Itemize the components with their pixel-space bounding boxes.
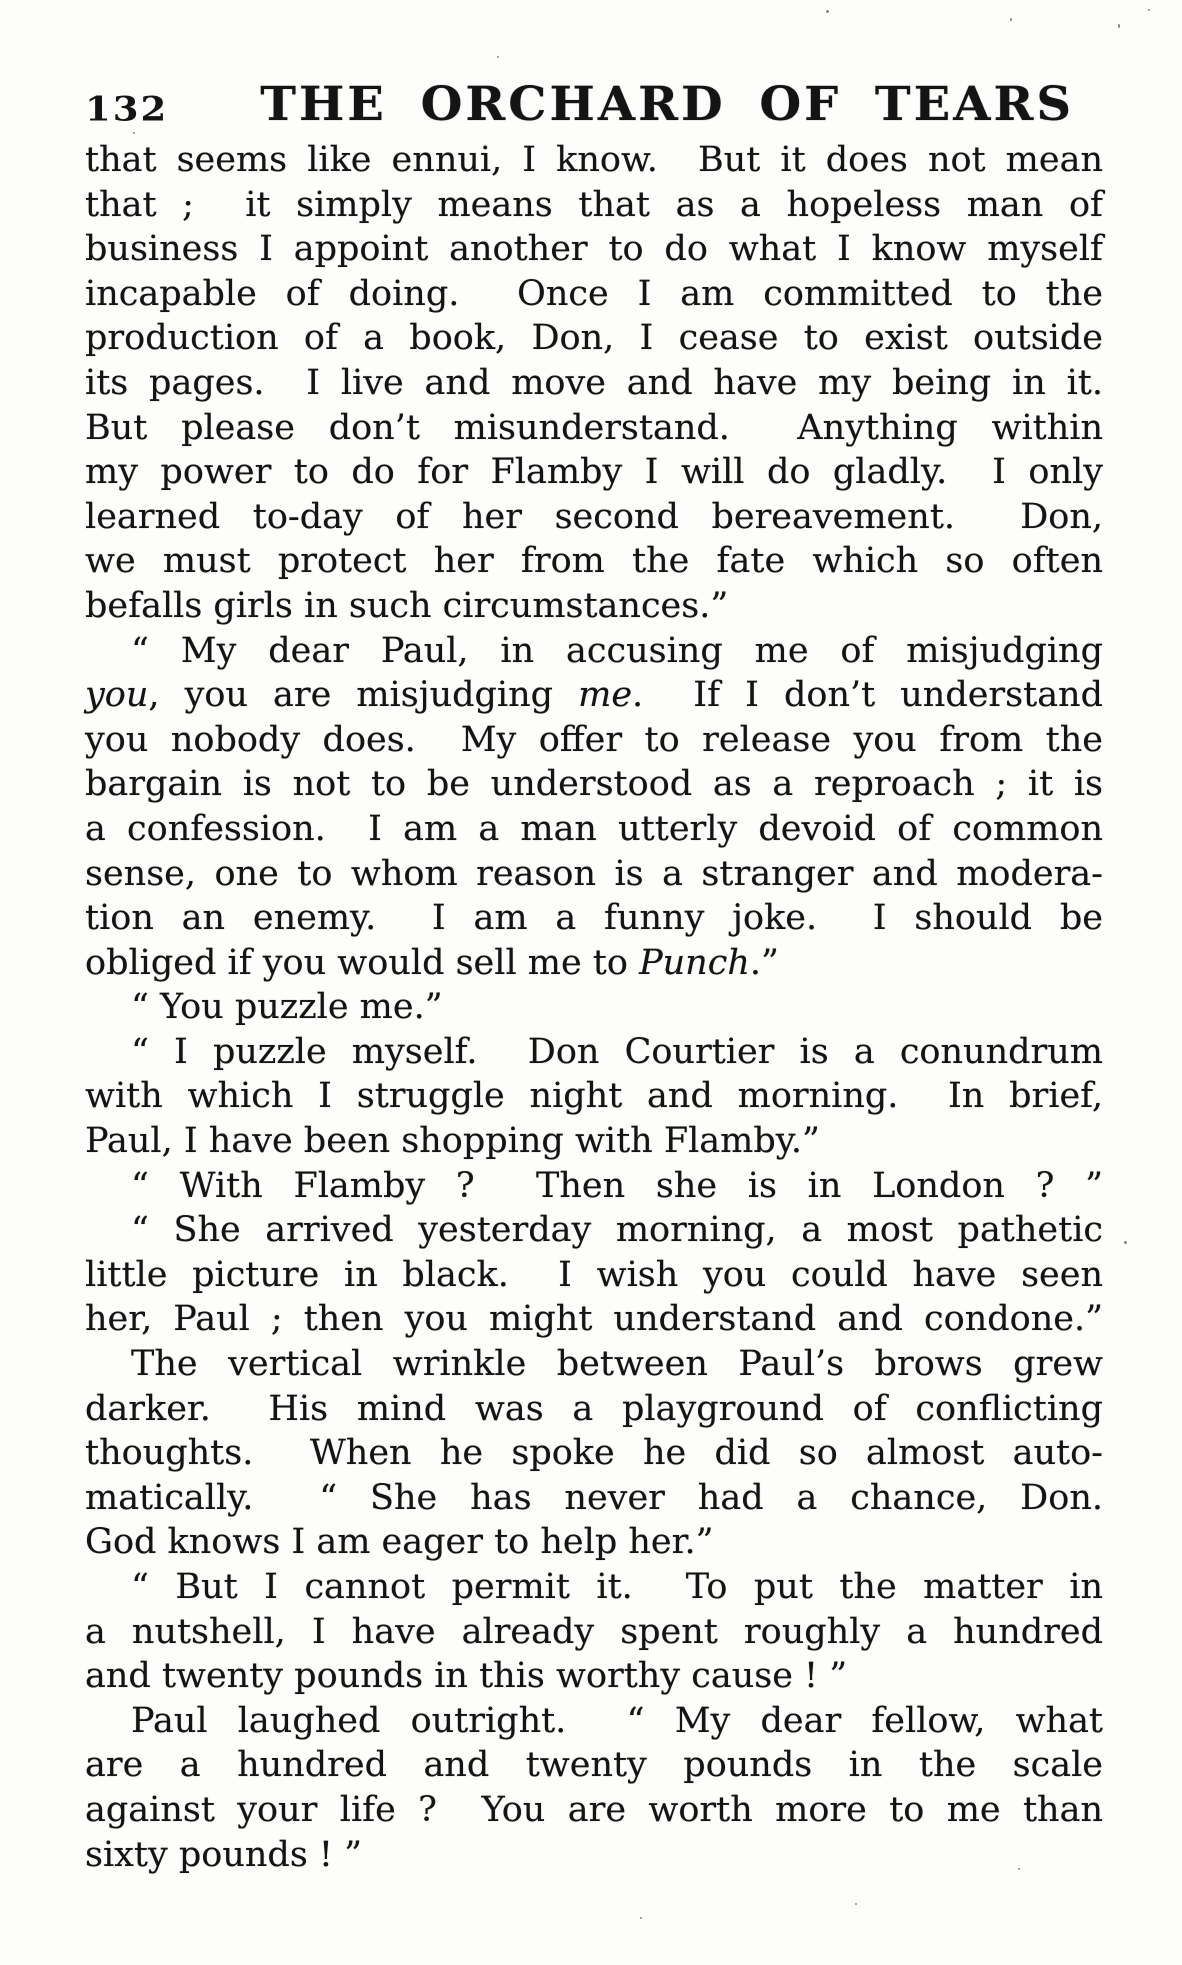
text-line: production of a book, Don, I cease to exist outside	[85, 318, 1103, 359]
scan-artifact	[497, 56, 499, 58]
scan-artifact	[826, 10, 829, 13]
text-line: a confession. I am a man utterly devoid of common	[85, 808, 1103, 849]
text-line: business I appoint another to do what I know myself	[85, 229, 1103, 270]
text-line: Paul laughed outright. “ My dear fellow, what	[131, 1700, 1103, 1741]
text-line: against your life ? You are worth more to me than	[85, 1789, 1103, 1830]
page-content	[85, 76, 1103, 1877]
text-line: God knows I am eager to help her.”	[85, 1522, 714, 1563]
scan-artifact	[1018, 1868, 1020, 1870]
scan-artifact	[1148, 9, 1150, 11]
text-line: sense, one to whom reason is a stranger and modera-	[85, 853, 1103, 894]
text-line: and twenty pounds in this worthy cause ! ”	[85, 1656, 848, 1697]
text-line: we must protect her from the fate which so often	[85, 541, 1103, 582]
text-line: its pages. I live and move and have my being in it.	[85, 362, 1103, 403]
text-line: that seems like ennui, I know. But it does not mean	[85, 140, 1103, 180]
scan-artifact	[640, 1917, 642, 1919]
running-header	[85, 76, 1103, 134]
text-line: learned to-day of her second bereavement. Don,	[85, 496, 1103, 537]
text-line: her, Paul ; then you might understand and condone.”	[85, 1299, 1103, 1340]
text-line: you, you are misjudging me. If I don’t understand	[85, 675, 1104, 716]
paragraph	[85, 138, 1103, 629]
paragraph	[85, 1565, 1103, 1699]
text-line: darker. His mind was a playground of conflicting	[85, 1388, 1103, 1429]
paragraph	[85, 1342, 1103, 1565]
text-line: “ My dear Paul, in accusing me of misjudging	[131, 630, 1103, 671]
text-line: sixty pounds ! ”	[85, 1834, 362, 1875]
page-text	[85, 138, 1103, 1877]
paragraph	[85, 985, 1103, 1030]
text-line: befalls girls in such circumstances.”	[85, 585, 729, 626]
text-line: “ I puzzle myself. Don Courtier is a conundrum	[131, 1031, 1103, 1072]
text-line: tion an enemy. I am a funny joke. I should be	[85, 898, 1103, 939]
text-line: incapable of doing. Once I am committed to the	[85, 273, 1103, 314]
text-line: obliged if you would sell me to Punch.”	[85, 942, 779, 983]
text-line: matically. “ She has never had a chance, Don.	[85, 1477, 1103, 1518]
text-line: are a hundred and twenty pounds in the scale	[85, 1745, 1103, 1786]
text-line: “ With Flamby ? Then she is in London ? ”	[131, 1165, 1103, 1206]
text-line: “ You puzzle me.”	[131, 987, 443, 1028]
paragraph	[85, 1208, 1103, 1342]
text-line: little picture in black. I wish you could have seen	[85, 1254, 1103, 1295]
scan-artifact	[855, 1903, 857, 1905]
text-line: “ She arrived yesterday morning, a most pathetic	[131, 1210, 1103, 1251]
text-line: that ; it simply means that as a hopeless man of	[85, 184, 1103, 225]
page-title: THE ORCHARD OF TEARS	[260, 77, 1075, 132]
scan-artifact	[1124, 1241, 1127, 1244]
text-line: my power to do for Flamby I will do gladly. I only	[85, 452, 1103, 493]
text-line: The vertical wrinkle between Paul’s brows grew	[131, 1344, 1103, 1385]
paragraph	[85, 1030, 1103, 1164]
paragraph	[85, 1699, 1103, 1877]
page-number: 132	[85, 88, 169, 129]
text-line: you nobody does. My offer to release you from the	[85, 719, 1103, 760]
text-line: bargain is not to be understood as a reproach ; it is	[85, 764, 1103, 805]
text-line: thoughts. When he spoke he did so almost auto-	[85, 1433, 1103, 1474]
text-line: But please don’t misunderstand. Anything within	[85, 407, 1103, 448]
text-line: with which I struggle night and morning. In brief,	[85, 1076, 1103, 1117]
scan-artifact	[133, 132, 135, 134]
paragraph	[85, 629, 1103, 986]
text-line: Paul, I have been shopping with Flamby.”	[85, 1121, 820, 1162]
scan-artifact	[1010, 18, 1012, 21]
paragraph	[85, 1164, 1103, 1209]
scan-artifact	[1118, 24, 1120, 28]
text-line: “ But I cannot permit it. To put the matter in	[131, 1567, 1103, 1607]
text-line: a nutshell, I have already spent roughly a hundred	[85, 1611, 1103, 1652]
